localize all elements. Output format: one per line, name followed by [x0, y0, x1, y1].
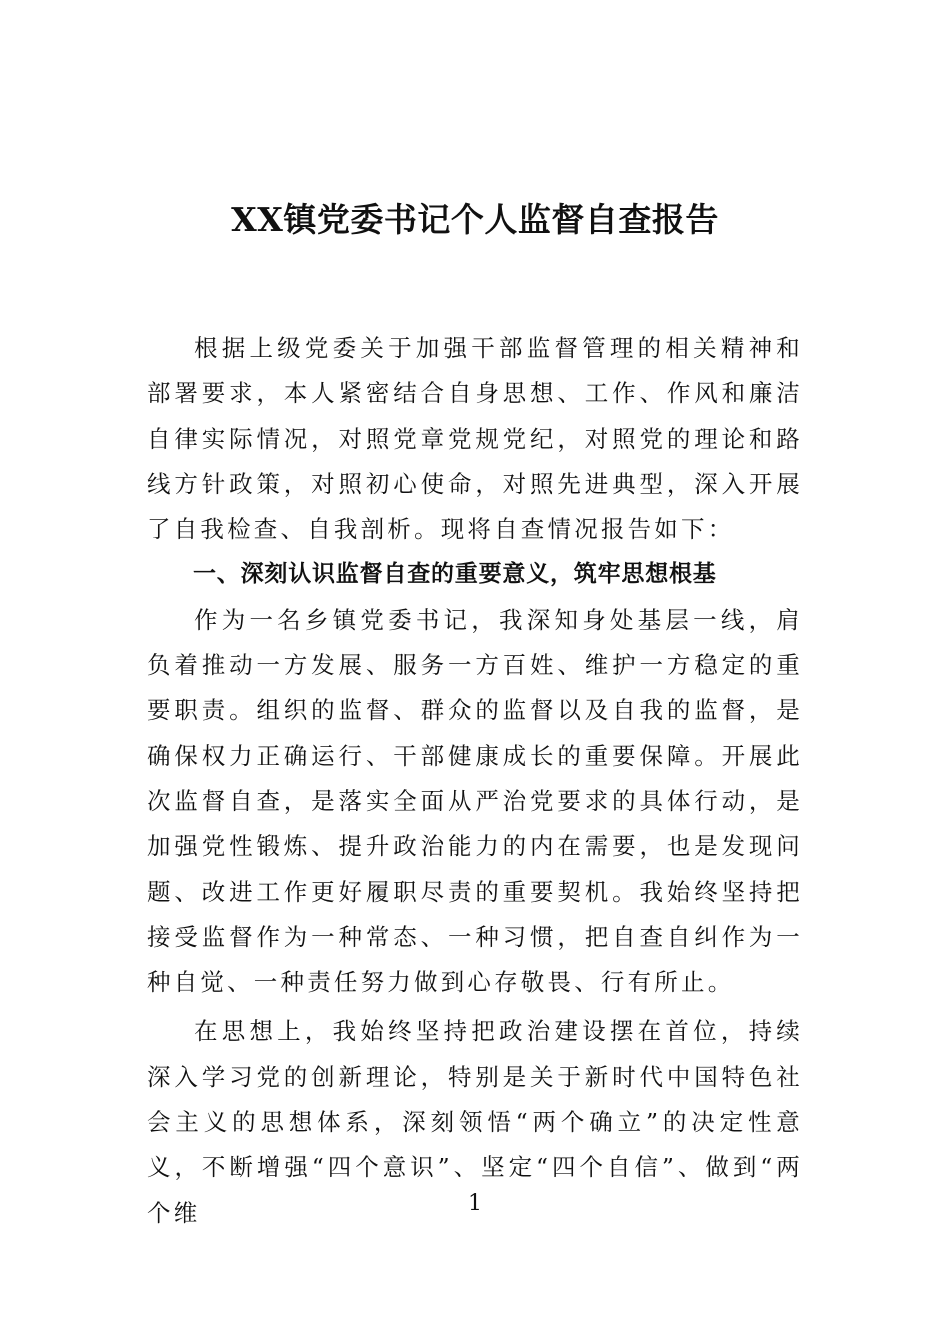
- section-1-paragraph-1: 作为一名乡镇党委书记，我深知身处基层一线，肩负着推动一方发展、服务一方百姓、维护一方稳定的重要职责。组织的监督、群众的监督以及自我的监督，是确保权力正确运行、干部健康成长的重要保障。开展此次监督自查，是落实全面从严治党要求的具体行动，是加强党性锻炼、提升政治能力的内在需要，也是发现问题、改进工作更好履职尽责的重要契机。我始终坚持把接受监督作为一种常态、一种习惯，把自查自纠作为一种自觉、一种责任努力做到心存敬畏、行有所止。: [147, 605, 803, 997]
- section-heading-1: 一、深刻认识监督自查的重要意义，筑牢思想根基: [193, 561, 717, 588]
- document-title: XX镇党委书记个人监督自查报告: [231, 200, 719, 239]
- page-number: 1: [468, 1191, 482, 1216]
- section-1-paragraph-2: 在思想上，我始终坚持把政治建设摆在首位，持续深入学习党的创新理论，特别是关于新时代中国特色社会主义的思想体系，深刻领悟“两个确立”的决定性意义，不断增强“四个意识”、坚定“四个自信”、做到“两个维: [147, 1017, 803, 1227]
- intro-paragraph: 根据上级党委关于加强干部监督管理的相关精神和部署要求，本人紧密结合自身思想、工作、作风和廉洁自律实际情况，对照党章党规党纪，对照党的理论和路线方针政策，对照初心使命，对照先进典型，深入开展了自我检查、自我剖析。现将自查情况报告如下：: [147, 334, 803, 544]
- document-body: [147, 326, 803, 1236]
